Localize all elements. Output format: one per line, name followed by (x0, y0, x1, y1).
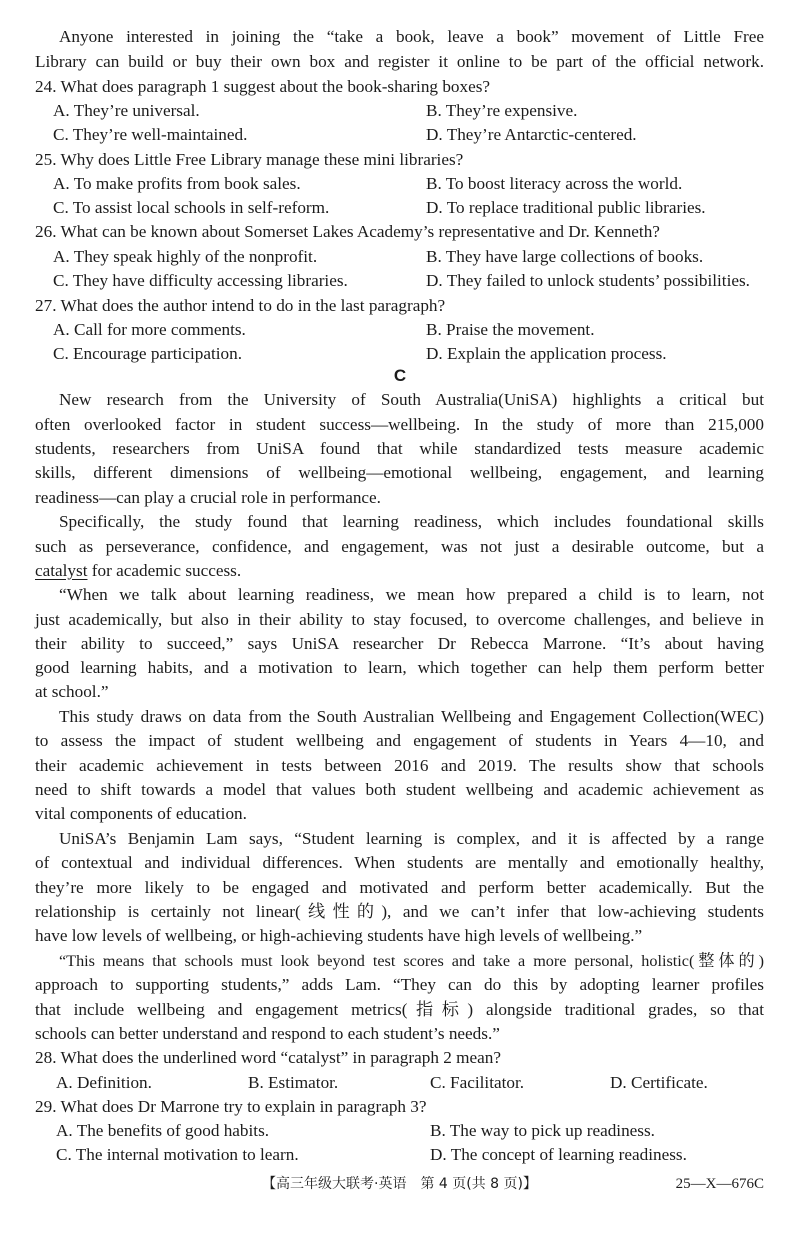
q28-option-c[interactable]: C. Facilitator. (430, 1073, 525, 1092)
paragraph-line: Library can build or buy their own box and register it online to be part of the official network. (35, 52, 764, 71)
paragraph-line: students, researchers from UniSA found that while standardized tests measure academic (35, 439, 764, 458)
question-25-stem: 25. Why does Little Free Library manage these mini libraries? (35, 150, 464, 169)
q25-option-c[interactable]: C. To assist local schools in self-reform. (53, 198, 330, 217)
q26-option-c[interactable]: C. They have difficulty accessing libraries. (53, 271, 348, 290)
paragraph-line: Specifically, the study found that learning readiness, which includes foundational skills (59, 512, 764, 531)
q27-option-d[interactable]: D. Explain the application process. (426, 344, 667, 363)
paragraph-line: good learning habits, and a motivation to learn, which together can help them perform better (35, 658, 764, 677)
q27-option-b[interactable]: B. Praise the movement. (426, 320, 595, 339)
paragraph-line: to assess the impact of student wellbeing and engagement of students in Years 4—10, and (35, 731, 764, 750)
paragraph-line: their ability to succeed,” says UniSA researcher Dr Rebecca Marrone. “It’s about having (35, 634, 764, 653)
page-footer (0, 1172, 800, 1196)
underlined-word-catalyst: catalyst (35, 561, 88, 580)
paragraph-line: just academically, but also in their ability to stay focused, to overcome challenges, and believe in (35, 610, 764, 629)
q25-option-d[interactable]: D. To replace traditional public libraries. (426, 198, 706, 217)
q29-option-a[interactable]: A. The benefits of good habits. (56, 1121, 270, 1140)
paragraph-line: vital components of education. (35, 804, 247, 823)
q27-option-c[interactable]: C. Encourage participation. (53, 344, 242, 363)
q26-option-d[interactable]: D. They failed to unlock students’ possibilities. (426, 271, 750, 290)
paragraph-line (35, 559, 764, 583)
paragraph-line: that include wellbeing and engagement metrics(指标) alongside traditional grades, so that (35, 1000, 764, 1019)
paragraph-line: Anyone interested in joining the “take a book, leave a book” movement of Little Free (59, 27, 764, 46)
paragraph-line: This study draws on data from the South Australian Wellbeing and Engagement Collection(WEC) (59, 707, 764, 726)
paragraph-line: of contextual and individual differences. When students are mentally and emotionally healthy, (35, 853, 764, 872)
paragraph-line: such as perseverance, confidence, and engagement, was not just a desirable outcome, but a (35, 537, 764, 556)
paragraph-text: for academic success. (91, 561, 242, 580)
q29-option-c[interactable]: C. The internal motivation to learn. (56, 1145, 299, 1164)
q24-option-c[interactable]: C. They’re well-maintained. (53, 125, 248, 144)
paragraph-line: at school.” (35, 682, 109, 701)
q28-option-a[interactable]: A. Definition. (56, 1073, 152, 1092)
q26-option-a[interactable]: A. They speak highly of the nonprofit. (53, 247, 318, 266)
paragraph-line: UniSA’s Benjamin Lam says, “Student learning is complex, and it is affected by a range (59, 829, 764, 848)
paragraph-line: “This means that schools must look beyond test scores and take a more personal, holistic(整体的) (59, 952, 764, 970)
q24-option-b[interactable]: B. They’re expensive. (426, 101, 578, 120)
paragraph-line: their academic achievement in tests between 2016 and 2019. The results show that schools (35, 756, 764, 775)
q28-option-b[interactable]: B. Estimator. (248, 1073, 339, 1092)
q24-option-d[interactable]: D. They’re Antarctic-centered. (426, 125, 637, 144)
paragraph-line: they’re more likely to be engaged and motivated and perform better academically. But the (35, 878, 764, 897)
paragraph-line: readiness—can play a crucial role in performance. (35, 488, 381, 507)
question-28-stem: 28. What does the underlined word “catalyst” in paragraph 2 mean? (35, 1048, 501, 1067)
q29-option-b[interactable]: B. The way to pick up readiness. (430, 1121, 655, 1140)
paragraph-line: have low levels of wellbeing, or high-achieving students have high levels of wellbeing.” (35, 926, 643, 945)
q26-option-b[interactable]: B. They have large collections of books. (426, 247, 704, 266)
paragraph-line: often overlooked factor in student success—wellbeing. In the study of more than 215,000 (35, 415, 764, 434)
paragraph-line: skills, different dimensions of wellbeing—emotional wellbeing, engagement, and learning (35, 463, 764, 482)
paragraph-line: New research from the University of South Australia(UniSA) highlights a critical but (59, 390, 764, 409)
q29-option-d[interactable]: D. The concept of learning readiness. (430, 1145, 687, 1164)
question-27-stem: 27. What does the author intend to do in the last paragraph? (35, 296, 446, 315)
q24-option-a[interactable]: A. They’re universal. (53, 101, 200, 120)
q27-option-a[interactable]: A. Call for more comments. (53, 320, 246, 339)
paragraph-line: need to shift towards a model that values both student wellbeing and academic achievement as (35, 780, 764, 799)
footer-page-info: 【高三年级大联考·英语 第 4 页(共 8 页)】 (262, 1176, 537, 1192)
paragraph-line: “When we talk about learning readiness, we mean how prepared a child is to learn, not (59, 585, 764, 604)
paragraph-line: schools can better understand and respond to each student’s needs.” (35, 1024, 500, 1043)
q28-option-d[interactable]: D. Certificate. (610, 1073, 708, 1092)
paragraph-line: relationship is certainly not linear(线性的), and we can’t infer that low-achieving students (35, 902, 764, 921)
q25-option-a[interactable]: A. To make profits from book sales. (53, 174, 301, 193)
q25-option-b[interactable]: B. To boost literacy across the world. (426, 174, 683, 193)
question-29-stem: 29. What does Dr Marrone try to explain in paragraph 3? (35, 1097, 427, 1116)
question-24-stem: 24. What does paragraph 1 suggest about the book-sharing boxes? (35, 77, 491, 96)
paragraph-line: approach to supporting students,” adds Lam. “They can do this by adopting learner profiles (35, 975, 764, 994)
question-26-stem: 26. What can be known about Somerset Lakes Academy’s representative and Dr. Kenneth? (35, 222, 660, 241)
section-heading: C (393, 366, 407, 385)
footer-exam-code: 25—X—676C (675, 1176, 764, 1192)
